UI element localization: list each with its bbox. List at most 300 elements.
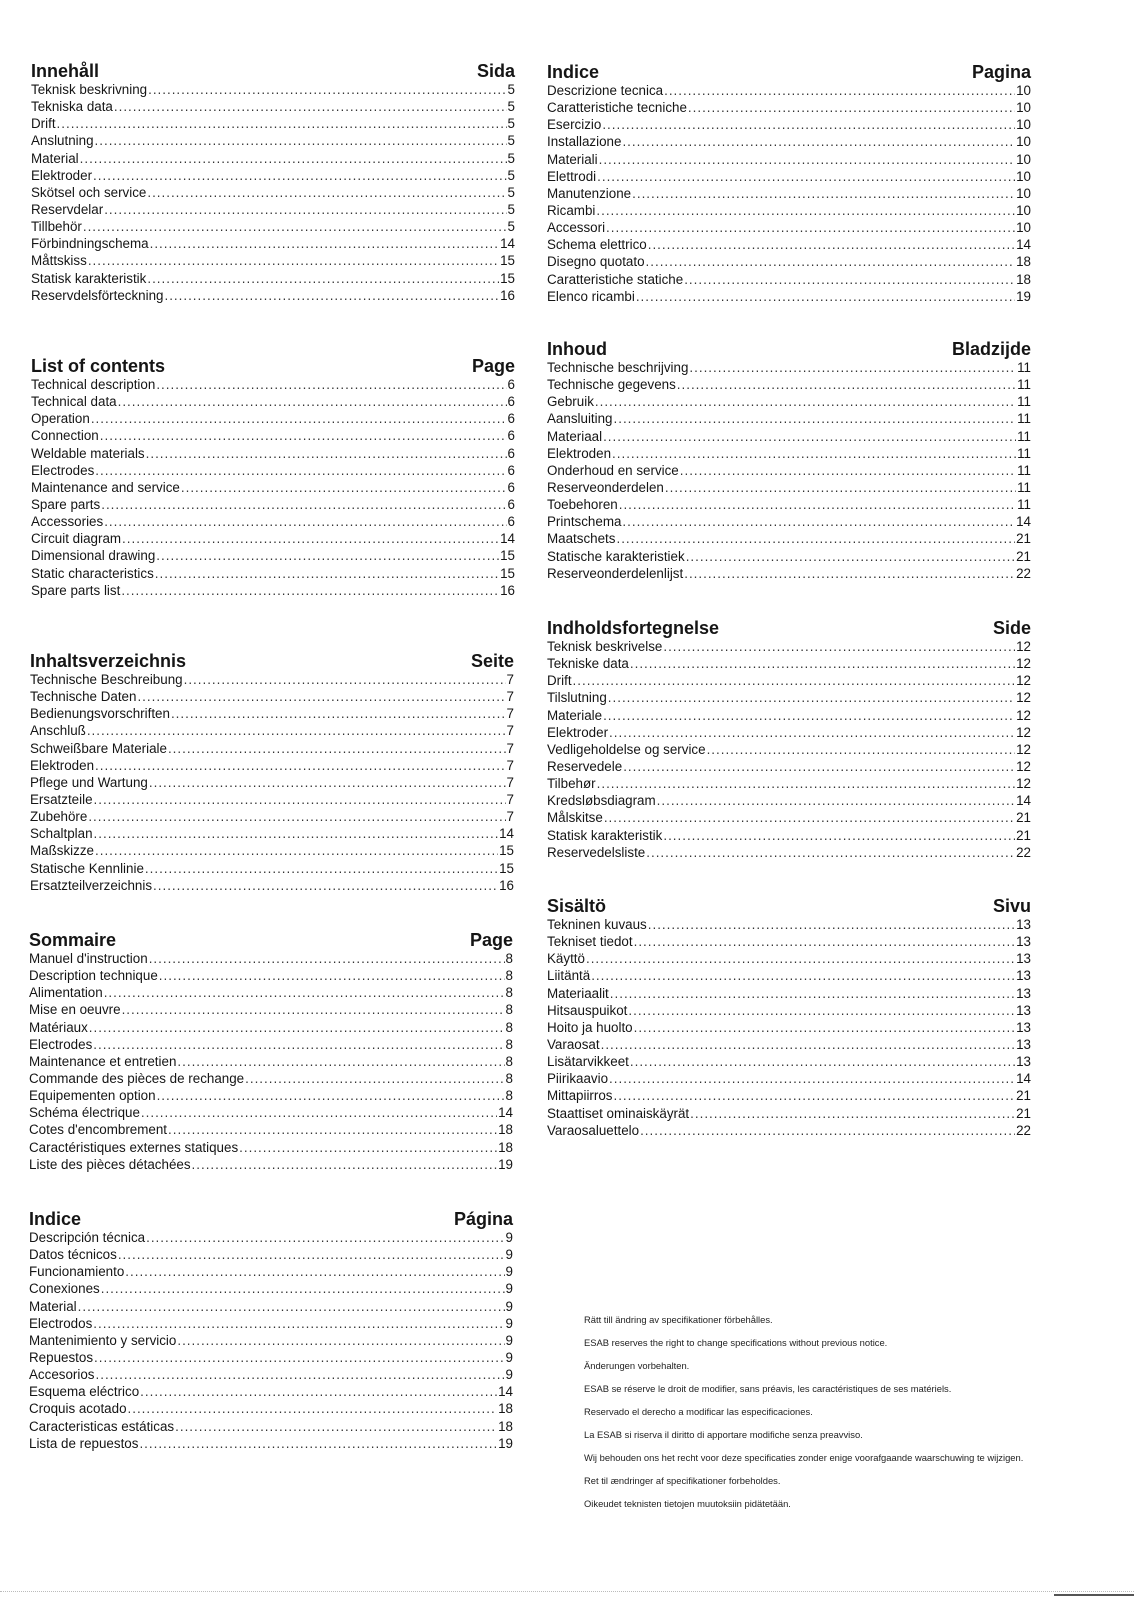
dot-leader [604, 809, 1015, 826]
dot-leader [602, 116, 1015, 133]
toc-entry-label: Electrodos [29, 1315, 93, 1331]
toc-entry [547, 219, 1031, 236]
toc-entry-label: Caratteristiche statiche [547, 271, 684, 287]
dot-leader [94, 1349, 505, 1366]
toc-entry-page: 7 [506, 706, 514, 722]
toc-entry [30, 722, 514, 739]
notice-sv: Rätt till ändring av specifikationer förbehålles. [584, 1314, 773, 1325]
toc-entry [547, 359, 1031, 376]
dot-leader [648, 916, 1015, 933]
toc-entry [29, 1053, 513, 1070]
toc-title: Inhoud [547, 339, 607, 359]
dot-leader [118, 393, 507, 410]
dot-leader [101, 1280, 505, 1297]
toc-entry [31, 410, 515, 427]
toc-entry-label: Description technique [29, 968, 158, 984]
toc-title: Indice [547, 62, 600, 82]
toc-entry [31, 462, 515, 479]
toc-entry-page: 10 [1016, 185, 1031, 201]
toc-entry-label: Technische beschrijving [547, 360, 689, 375]
toc-entry-page: 14 [498, 1384, 513, 1400]
toc-entry-label: Materiaalit [547, 985, 609, 1001]
toc-entry [547, 1002, 1031, 1019]
toc-entry-page: 13 [1016, 1054, 1031, 1070]
dot-leader [616, 530, 1015, 547]
toc-entry-page: 9 [505, 1230, 513, 1245]
toc-entry [547, 758, 1031, 775]
dot-leader [156, 547, 499, 564]
toc-entry-page: 19 [498, 1435, 513, 1451]
toc-entry-page: 6 [507, 411, 515, 427]
toc-entry-label: Måttskiss [31, 253, 87, 269]
toc-entry-label: Elektroder [31, 167, 93, 183]
toc-entry-page: 12 [1016, 639, 1031, 654]
toc-entry [31, 445, 515, 462]
toc-entry [29, 1156, 513, 1173]
toc-entry-label: Toebehoren [547, 497, 618, 513]
toc-entry-page: 8 [505, 1019, 513, 1035]
toc-entry-label: Anslutning [31, 133, 94, 149]
toc-entry-page: 18 [498, 1418, 513, 1434]
toc-entry [29, 1087, 513, 1104]
dot-leader [91, 410, 507, 427]
toc-entry [547, 1053, 1031, 1070]
toc-entry-page: 19 [498, 1156, 513, 1172]
dot-leader [83, 218, 507, 235]
dot-leader [628, 1002, 1015, 1019]
toc-entry-page: 12 [1016, 758, 1031, 774]
toc-entry [29, 984, 513, 1001]
toc-entry-page: 13 [1016, 1019, 1031, 1035]
toc-entry-page: 7 [506, 672, 514, 687]
dot-leader [630, 655, 1015, 672]
toc-title: Indice [29, 1209, 82, 1229]
toc-entry [31, 184, 515, 201]
toc-entry-label: Tilbehør [547, 776, 596, 792]
toc-entry-page: 10 [1016, 117, 1031, 133]
toc-entry-page: 10 [1016, 151, 1031, 167]
toc-entry-page: 22 [1016, 844, 1031, 860]
dot-leader [78, 1298, 505, 1315]
toc-entry-label: Ersatzteile [30, 791, 93, 807]
notice-fr: ESAB se réserve le droit de modifier, sans préavis, les caractéristiques de ses matériels. [584, 1383, 952, 1394]
dot-leader [88, 252, 499, 269]
toc-entry-page: 22 [1016, 1122, 1031, 1138]
toc-entry-page: 21 [1016, 548, 1031, 564]
toc-entry-label: Mittapiirros [547, 1088, 613, 1104]
toc-entry-page: 21 [1016, 1088, 1031, 1104]
toc-entry-label: Static characteristics [31, 565, 154, 581]
toc-entry-label: Förbindningschema [31, 236, 149, 252]
toc-entry-page: 14 [1016, 514, 1031, 530]
dot-leader [622, 133, 1015, 150]
toc-section-en [31, 357, 515, 599]
toc-entry-page: 5 [507, 133, 515, 149]
toc-entry-page: 21 [1016, 1105, 1031, 1121]
toc-entry-label: Ersatzteilverzeichnis [30, 877, 153, 893]
toc-entry [29, 1246, 513, 1263]
toc-entry-page: 8 [505, 1002, 513, 1018]
toc-entry-page: 5 [507, 167, 515, 183]
dot-leader [690, 1105, 1015, 1122]
dot-leader [88, 808, 505, 825]
toc-heading [29, 1210, 513, 1228]
toc-entry-label: Repuestos [29, 1349, 94, 1365]
toc-entry-page: 18 [1016, 254, 1031, 270]
dot-leader [93, 1315, 504, 1332]
dot-leader [596, 202, 1015, 219]
toc-entry-label: Tekniska data [31, 99, 113, 115]
toc-section-fi [547, 897, 1031, 1139]
dot-leader [159, 967, 505, 984]
toc-entry-page: 15 [500, 253, 515, 269]
toc-title: Sommaire [29, 930, 117, 950]
toc-entry-page: 12 [1016, 656, 1031, 672]
toc-entry-page: 11 [1017, 377, 1031, 393]
toc-entry [547, 724, 1031, 741]
dot-leader [118, 1246, 505, 1263]
toc-entry-page: 5 [507, 150, 515, 166]
toc-entry-label: Reservedelsliste [547, 844, 646, 860]
dot-leader [104, 513, 506, 530]
dot-leader [664, 82, 1015, 99]
notice-en: ESAB reserves the right to change specifications without previous notice. [584, 1337, 888, 1348]
toc-entry-page: 8 [505, 1088, 513, 1104]
toc-entry-page: 5 [507, 201, 515, 217]
toc-entry [30, 688, 514, 705]
dot-leader [89, 1019, 505, 1036]
toc-heading [31, 62, 515, 80]
toc-entry-label: Electrodes [31, 462, 95, 478]
toc-entry-label: Installazione [547, 134, 622, 150]
toc-entry [29, 1019, 513, 1036]
toc-entry-label: Bedienungsvorschriften [30, 706, 170, 722]
toc-entry [31, 98, 515, 115]
toc-entry-label: Statisk karakteristik [547, 827, 663, 843]
dot-leader [688, 99, 1015, 116]
dot-leader [192, 1156, 498, 1173]
scan-artifact-line [0, 1591, 1134, 1592]
toc-entry-label: Vedligeholdelse og service [547, 741, 706, 757]
toc-entry [547, 288, 1031, 305]
toc-entry [29, 1070, 513, 1087]
dot-leader [171, 705, 506, 722]
toc-entry [547, 916, 1031, 933]
toc-entry-page: 12 [1016, 776, 1031, 792]
toc-entry-page: 9 [505, 1315, 513, 1331]
toc-entry [29, 967, 513, 984]
toc-entry-label: Connection [31, 428, 99, 444]
toc-entry-page: 14 [1016, 1071, 1031, 1087]
toc-entry [31, 167, 515, 184]
toc-entry [547, 393, 1031, 410]
dot-leader [597, 168, 1015, 185]
dot-leader [684, 271, 1015, 288]
toc-entry-page: 6 [507, 394, 515, 410]
toc-entry-label: Statische karakteristiek [547, 548, 685, 564]
toc-entry [29, 1104, 513, 1121]
dot-leader [57, 115, 507, 132]
dot-leader [597, 775, 1015, 792]
dot-leader [646, 844, 1015, 861]
toc-entry [547, 741, 1031, 758]
toc-entry-label: Reservdelar [31, 201, 104, 217]
toc-entry-label: Ricambi [547, 202, 596, 218]
toc-entry-label: Kredsløbsdiagram [547, 793, 656, 809]
toc-entry [31, 547, 515, 564]
toc-entry [547, 530, 1031, 547]
toc-entry-page: 15 [500, 270, 515, 286]
dot-leader [663, 638, 1015, 655]
dot-leader [630, 1053, 1015, 1070]
toc-entry [547, 479, 1031, 496]
toc-entry [547, 672, 1031, 689]
toc-entry-page: 14 [1016, 793, 1031, 809]
toc-entry [547, 462, 1031, 479]
toc-entry-page: 6 [507, 445, 515, 461]
toc-entry [31, 393, 515, 410]
toc-page-column-label: Page [469, 930, 513, 950]
toc-entry [547, 1036, 1031, 1053]
toc-entry-label: Tekniske data [547, 656, 629, 672]
dot-leader [101, 496, 506, 513]
toc-entry [31, 115, 515, 132]
dot-leader [125, 1263, 504, 1280]
toc-entry [547, 185, 1031, 202]
toc-entry-page: 13 [1016, 1036, 1031, 1052]
dot-leader [184, 671, 506, 688]
dot-leader [603, 707, 1015, 724]
toc-entry-label: Esercizio [547, 117, 602, 133]
toc-heading [31, 357, 515, 375]
toc-entry-page: 5 [507, 82, 515, 97]
dot-leader [657, 792, 1015, 809]
toc-entry [30, 757, 514, 774]
toc-entry-label: Hoito ja huolto [547, 1019, 633, 1035]
dot-leader [93, 1036, 504, 1053]
dot-leader [614, 410, 1017, 427]
toc-entry-page: 18 [498, 1401, 513, 1417]
toc-entry-label: Käyttö [547, 951, 585, 967]
toc-entry-label: Schéma électrique [29, 1105, 140, 1121]
toc-entry-label: Funcionamiento [29, 1264, 125, 1280]
toc-entry-page: 11 [1017, 411, 1031, 427]
toc-entry-page: 11 [1017, 479, 1031, 495]
toc-entry-label: Maintenance et entretien [29, 1053, 177, 1069]
toc-entry-label: Spare parts [31, 496, 101, 512]
toc-page-column-label: Sida [476, 61, 515, 81]
toc-entry-page: 15 [499, 860, 514, 876]
toc-entry [547, 1019, 1031, 1036]
toc-entry-label: Maßskizze [30, 843, 94, 859]
toc-entry [31, 252, 515, 269]
toc-entry-page: 10 [1016, 168, 1031, 184]
toc-entry-label: Tilslutning [547, 690, 607, 706]
dot-leader [586, 950, 1015, 967]
toc-entry [29, 1366, 513, 1383]
toc-entry-page: 14 [498, 1105, 513, 1121]
toc-entry [547, 445, 1031, 462]
toc-entry-label: Caratteristiche tecniche [547, 100, 687, 116]
toc-section-it [547, 63, 1031, 305]
toc-entry-label: Esquema eléctrico [29, 1384, 140, 1400]
toc-entry-page: 5 [507, 99, 515, 115]
toc-title: Innehåll [31, 61, 100, 81]
toc-entry-page: 11 [1017, 360, 1031, 375]
toc-title: Inhaltsverzeichnis [30, 651, 187, 671]
toc-entry-label: Schweißbare Materiale [30, 740, 167, 756]
toc-entry-label: Varaosaluettelo [547, 1122, 640, 1138]
toc-entry-page: 11 [1017, 445, 1031, 461]
dot-leader [613, 1087, 1015, 1104]
toc-entry-page: 7 [506, 723, 514, 739]
toc-entry [547, 967, 1031, 984]
dot-leader [95, 132, 507, 149]
toc-entry-page: 13 [1016, 985, 1031, 1001]
toc-entry-label: Statisk karakteristik [31, 270, 147, 286]
toc-entry-label: Material [29, 1298, 77, 1314]
dot-leader [707, 741, 1016, 758]
toc-entry [29, 1263, 513, 1280]
toc-entry-page: 13 [1016, 1002, 1031, 1018]
toc-entry [547, 428, 1031, 445]
dot-leader [122, 1001, 505, 1018]
notice-it: La ESAB si riserva il diritto di apportare modifiche senza preavviso. [584, 1429, 863, 1440]
toc-entry-label: Alimentation [29, 985, 103, 1001]
toc-entry [30, 791, 514, 808]
toc-entry [547, 844, 1031, 861]
toc-entry-page: 7 [506, 740, 514, 756]
toc-entry [31, 81, 515, 98]
toc-entry-page: 11 [1017, 497, 1031, 513]
toc-entry [547, 236, 1031, 253]
toc-entry-label: Technical data [31, 394, 117, 410]
toc-entry [547, 253, 1031, 270]
specification-notice [584, 1314, 1084, 1521]
toc-entry-page: 7 [506, 689, 514, 705]
toc-entry-label: Caracteristicas estáticas [29, 1418, 175, 1434]
toc-entry-label: Mise en oeuvre [29, 1002, 121, 1018]
toc-entry-page: 19 [1016, 288, 1031, 304]
dot-leader [96, 1366, 505, 1383]
toc-entry-label: Elektroder [547, 724, 609, 740]
toc-entry-label: Manuel d'instruction [29, 951, 148, 966]
dot-leader [146, 445, 507, 462]
toc-entry [30, 740, 514, 757]
toc-entry-label: Material [31, 150, 79, 166]
toc-entry-page: 16 [499, 877, 514, 893]
toc-entry [29, 1229, 513, 1246]
dot-leader [595, 393, 1016, 410]
toc-entry-label: Målskitse [547, 810, 603, 826]
toc-section-de [30, 652, 514, 894]
toc-entry [29, 1001, 513, 1018]
toc-section-fr [29, 931, 513, 1173]
toc-entry-label: Operation [31, 411, 90, 427]
toc-entry-label: Reserveonderdelen [547, 479, 664, 495]
dot-leader [145, 860, 498, 877]
toc-entry [31, 530, 515, 547]
dot-leader [104, 201, 506, 218]
toc-entry [547, 82, 1031, 99]
toc-entry-page: 15 [499, 843, 514, 859]
toc-entry-label: Accessories [31, 514, 104, 530]
toc-entry-page: 8 [505, 985, 513, 1001]
toc-entry-page: 22 [1016, 565, 1031, 581]
toc-entry-page: 8 [505, 968, 513, 984]
dot-leader [680, 462, 1016, 479]
toc-entry [29, 1435, 513, 1452]
toc-entry-label: Weldable materials [31, 445, 145, 461]
dot-leader [591, 967, 1015, 984]
toc-entry [547, 1070, 1031, 1087]
toc-entry-page: 12 [1016, 690, 1031, 706]
toc-entry-label: Materiaal [547, 428, 603, 444]
toc-entry-label: Tekninen kuvaus [547, 917, 647, 932]
toc-entry-label: Materiali [547, 151, 598, 167]
toc-entry-page: 15 [500, 565, 515, 581]
toc-entry [31, 376, 515, 393]
toc-entry-page: 10 [1016, 220, 1031, 236]
toc-entry [29, 1349, 513, 1366]
toc-entry-page: 9 [505, 1349, 513, 1365]
toc-entry-label: Tillbehör [31, 219, 82, 235]
toc-entry-page: 21 [1016, 827, 1031, 843]
toc-entry-page: 6 [507, 479, 515, 495]
notice-de: Änderungen vorbehalten. [584, 1360, 690, 1371]
toc-entry-label: Accessori [547, 220, 606, 236]
toc-entry [547, 655, 1031, 672]
toc-entry-label: Accesorios [29, 1367, 95, 1383]
toc-entry [29, 1298, 513, 1315]
toc-page-column-label: Página [453, 1209, 513, 1229]
toc-entry [31, 270, 515, 287]
toc-entry-page: 6 [507, 428, 515, 444]
toc-entry-page: 5 [507, 116, 515, 132]
toc-entry [31, 565, 515, 582]
toc-entry [547, 827, 1031, 844]
toc-entry [29, 1400, 513, 1417]
toc-entry [547, 1105, 1031, 1122]
dot-leader [663, 827, 1015, 844]
toc-entry-page: 13 [1016, 951, 1031, 967]
toc-entry-page: 10 [1016, 83, 1031, 98]
toc-entry-page: 6 [507, 462, 515, 478]
dot-leader [684, 565, 1015, 582]
toc-entry [30, 860, 514, 877]
toc-entry-label: Teknisk beskrivning [31, 82, 148, 97]
dot-leader [632, 185, 1015, 202]
toc-entry [547, 513, 1031, 530]
toc-title: Indholdsfortegnelse [547, 618, 720, 638]
toc-entry-label: Spare parts list [31, 582, 121, 598]
toc-entry-label: Technische Beschreibung [30, 672, 183, 687]
dot-leader [122, 530, 499, 547]
dot-leader [601, 1036, 1015, 1053]
dot-leader [636, 288, 1015, 305]
dot-leader [619, 496, 1016, 513]
toc-heading [547, 897, 1031, 915]
toc-entry-page: 14 [500, 531, 515, 547]
toc-entry [29, 1418, 513, 1435]
toc-heading [30, 652, 514, 670]
toc-entry [547, 792, 1031, 809]
dot-leader [100, 427, 507, 444]
toc-entry [31, 496, 515, 513]
toc-entry [547, 933, 1031, 950]
toc-entry-page: 10 [1016, 134, 1031, 150]
toc-entry-page: 7 [506, 757, 514, 773]
